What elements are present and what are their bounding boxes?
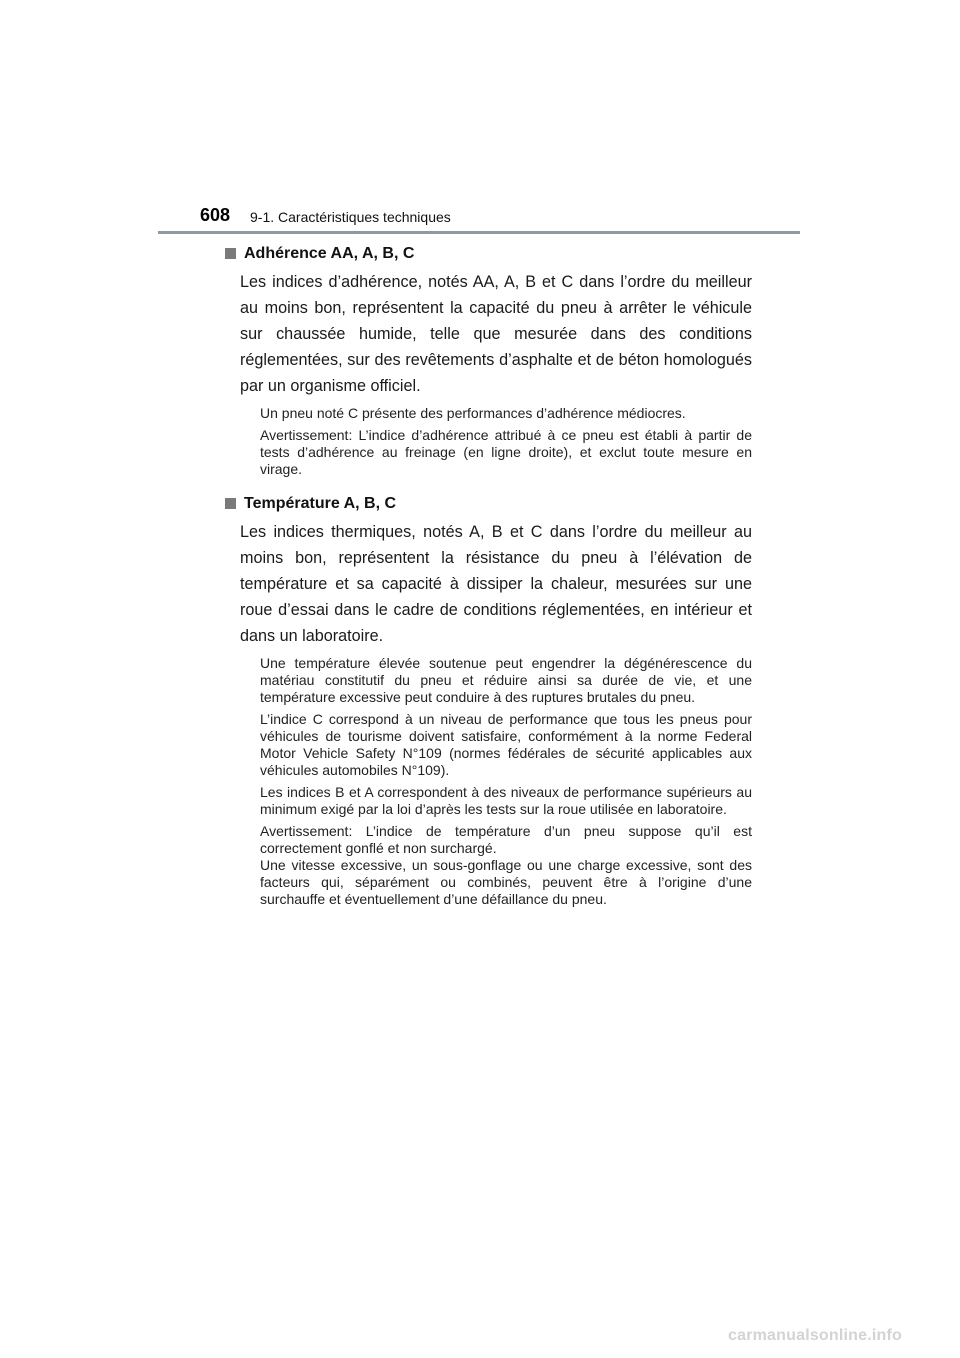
note-item: Une température élevée soutenue peut engendrer la dégénérescence du matériau constitutif du pneu et réduire ainsi sa durée de vie, et une température excessive peut conduire à des ruptures brutales du pneu. <box>260 655 752 705</box>
note-line: Une vitesse excessive, un sous-gonflage ou une charge excessive, sont des facteurs qui, séparément ou combinés, peuvent être à l’origine d’une surchauffe et éventuellement d’une défaillance du pneu. <box>260 857 752 907</box>
watermark: carmanualsonline.info <box>728 1327 903 1344</box>
heading-text: Adhérence AA, A, B, C <box>244 245 415 262</box>
section-body: Les indices d’adhérence, notés AA, A, B et C dans l’ordre du meilleur au moins bon, représentent la capacité du pneu à arrêter le véhicule sur chaussée humide, telle que mesurée dans des conditions réglementées, sur des revêtements d’asphalte et de béton homologués par un organisme officiel. <box>240 273 752 395</box>
section-title: 9-1. Caractéristiques techniques <box>250 209 451 225</box>
note-item-warning <box>260 823 752 908</box>
note-item: Les indices B et A correspondent à des niveaux de performance supérieurs au minimum exigé par la loi d’après les tests sur la roue utilisée en laboratoire. <box>260 784 752 817</box>
page-number: 608 <box>200 205 231 225</box>
note-line: Avertissement: L’indice de température d’un pneu suppose qu’il est correctement gonflé et non surchargé. <box>260 823 752 856</box>
page-header <box>0 0 960 240</box>
note-item: Avertissement: L’indice d’adhérence attribué à ce pneu est établi à partir de tests d’adhérence au freinage (en ligne droite), et exclut toute mesure en virage. <box>260 427 752 477</box>
header-rule <box>158 231 800 234</box>
note-item: L’indice C correspond à un niveau de performance que tous les pneus pour véhicules de tourisme doivent satisfaire, conformément à la norme Federal Motor Vehicle Safety N°109 (normes fédérales de sécurité applicables aux véhicules automobiles N°109). <box>260 711 752 778</box>
heading-text: Température A, B, C <box>244 495 397 512</box>
section-adherence <box>222 242 752 478</box>
square-bullet-icon <box>225 248 236 259</box>
notes-list <box>260 405 752 478</box>
page-content <box>222 242 752 913</box>
section-body: Les indices thermiques, notés A, B et C dans l’ordre du meilleur au moins bon, représentent la résistance du pneu à l’élévation de température et sa capacité à dissiper la chaleur, mesurées sur une roue d’essai dans le cadre de conditions réglementées, en intérieur et dans un laboratoire. <box>240 523 752 645</box>
notes-list <box>260 655 752 908</box>
section-heading <box>222 492 752 516</box>
section-heading <box>222 242 752 266</box>
note-item: Un pneu noté C présente des performances d’adhérence médiocres. <box>260 405 686 421</box>
section-temperature <box>222 492 752 908</box>
square-bullet-icon <box>225 498 236 509</box>
